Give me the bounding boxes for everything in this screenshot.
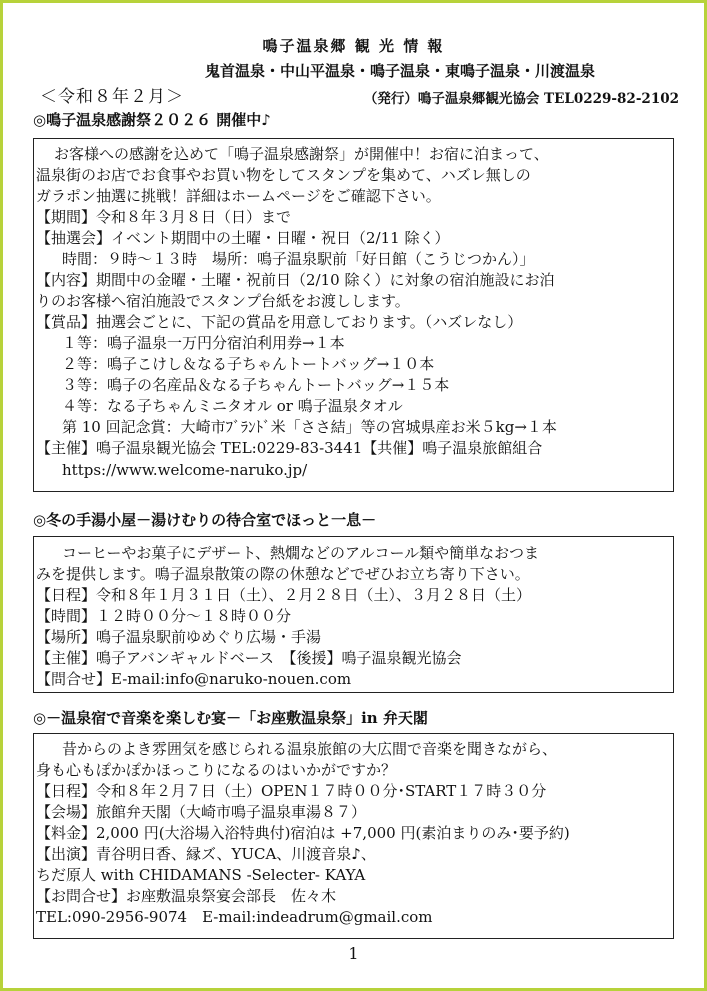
prize-item: 第 10 回記念賞：大崎市ﾌﾞﾗﾝﾄﾞ米「ささ結」等の宮城県産お米５kg→１本 xyxy=(62,418,557,436)
ozashiki-venue: 【会場】旅館弁天閣（大崎市鳴子温泉車湯８７） xyxy=(36,803,367,821)
hand-bath-organizer: 【主催】鳴子アバンギャルドベース 【後援】鳴子温泉観光協会 xyxy=(36,649,462,667)
ozashiki-fee: 【料金】2,000 円(大浴場入浴特典付)宿泊は +7,000 円(素泊まりのみ･要予約) xyxy=(36,824,570,842)
hot-spring-areas: 鬼首温泉・中山平温泉・鳴子温泉・東鳴子温泉・川渡温泉 xyxy=(204,62,595,80)
festival-prizes: 【賞品】抽選会ごとに、下記の賞品を用意しております。（ハズレなし） xyxy=(36,313,523,331)
hand-bath-time: 【時間】１２時００分～１８時００分 xyxy=(36,607,292,625)
prize-item: ４等：なる子ちゃんミニタオル or 鳴子温泉タオル xyxy=(62,397,403,415)
page-number: 1 xyxy=(348,944,359,963)
festival-intro-line: 温泉街のお店でお食事やお買い物をしてスタンプを集めて、ハズレ無しの xyxy=(36,166,531,184)
prize-item: １等：鳴子温泉一万円分宿泊利用券→１本 xyxy=(62,334,345,352)
page-title: 鳴子温泉郷 観 光 情 報 xyxy=(262,37,445,55)
section-heading-ozashiki: ◎－温泉宿で音楽を楽しむ宴－「お座敷温泉祭」in 弁天閣 xyxy=(33,709,428,727)
festival-content: りのお客様へ宿泊施設でスタンプ台紙をお渡しします。 xyxy=(36,292,410,310)
ozashiki-intro-line: 身も心もぽかぽかほっこりになるのはいかがですか？ xyxy=(36,761,397,779)
festival-period: 【期間】令和８年３月８日（日）まで xyxy=(36,208,292,226)
hand-bath-intro-line: みを提供します。鳴子温泉散策の際の休憩などでぜひお立ち寄り下さい。 xyxy=(36,565,530,583)
festival-box xyxy=(33,138,674,492)
section-heading-hand-bath: ◎冬の手湯小屋－湯けむりの待合室でほっと一息－ xyxy=(33,511,377,529)
hand-bath-place: 【場所】鳴子温泉駅前ゆめぐり広場・手湯 xyxy=(36,628,322,646)
festival-lottery-time-place: 時間：９時～１３時 場所：鳴子温泉駅前「好日館（こうじつかん）」 xyxy=(62,250,535,268)
ozashiki-contact-details: TEL:090-2956-9074 E-mail:indeadrum@gmail.com xyxy=(36,908,433,926)
ozashiki-box xyxy=(33,733,674,939)
festival-intro-line: お客様への感謝を込めて「鳴子温泉感謝祭」が開催中！お宿に泊まって、 xyxy=(54,145,549,163)
publisher: （発行）鳴子温泉郷観光協会 TEL0229-82-2102 xyxy=(363,91,679,107)
section-heading-festival: ◎鳴子温泉感謝祭２０２６ 開催中♪ xyxy=(33,111,271,129)
ozashiki-contact: 【お問合せ】お座敷温泉祭宴会部長 佐々木 xyxy=(36,887,337,905)
hand-bath-intro-line: コーヒーやお菓子にデザート、熱燗などのアルコール類や簡単なおつま xyxy=(62,544,540,562)
ozashiki-intro-line: 昔からのよき雰囲気を感じられる温泉旅館の大広間で音楽を聞きながら、 xyxy=(62,740,558,758)
prize-item: ２等：鳴子こけし＆なる子ちゃんトートバッグ→１０本 xyxy=(62,355,435,373)
festival-content: 【内容】期間中の金曜・土曜・祝前日（2/10 除く）に対象の宿泊施設にお泊 xyxy=(36,271,555,289)
festival-lottery: 【抽選会】イベント期間中の土曜・日曜・祝日（2/11 除く） xyxy=(36,229,450,247)
festival-organizer: 【主催】鳴子温泉観光協会 TEL:0229-83-3441【共催】鳴子温泉旅館組合 xyxy=(36,439,543,457)
ozashiki-performers: ちだ原人 with CHIDAMANS -Selecter- KAYA xyxy=(36,866,366,884)
prize-item: ３等：鳴子の名産品＆なる子ちゃんトートバッグ→１５本 xyxy=(62,376,450,394)
hand-bath-box xyxy=(33,536,674,693)
ozashiki-performers: 【出演】青谷明日香、縁ズ、YUCA、川渡音泉♪、 xyxy=(36,845,376,863)
festival-intro-line: ガラポン抽選に挑戦！詳細はホームページをご確認下さい。 xyxy=(36,187,441,205)
hand-bath-contact: 【問合せ】E-mail:info@naruko-nouen.com xyxy=(36,670,352,688)
hand-bath-schedule: 【日程】令和８年１月３１日（土）、２月２８日（土）、３月２８日（土） xyxy=(36,586,532,604)
issue-date: ＜令和８年２月＞ xyxy=(40,87,184,107)
festival-url[interactable]: https://www.welcome-naruko.jp/ xyxy=(62,461,308,479)
ozashiki-schedule: 【日程】令和８年２月７日（土）OPEN１７時００分･START１７時３０分 xyxy=(36,782,547,800)
